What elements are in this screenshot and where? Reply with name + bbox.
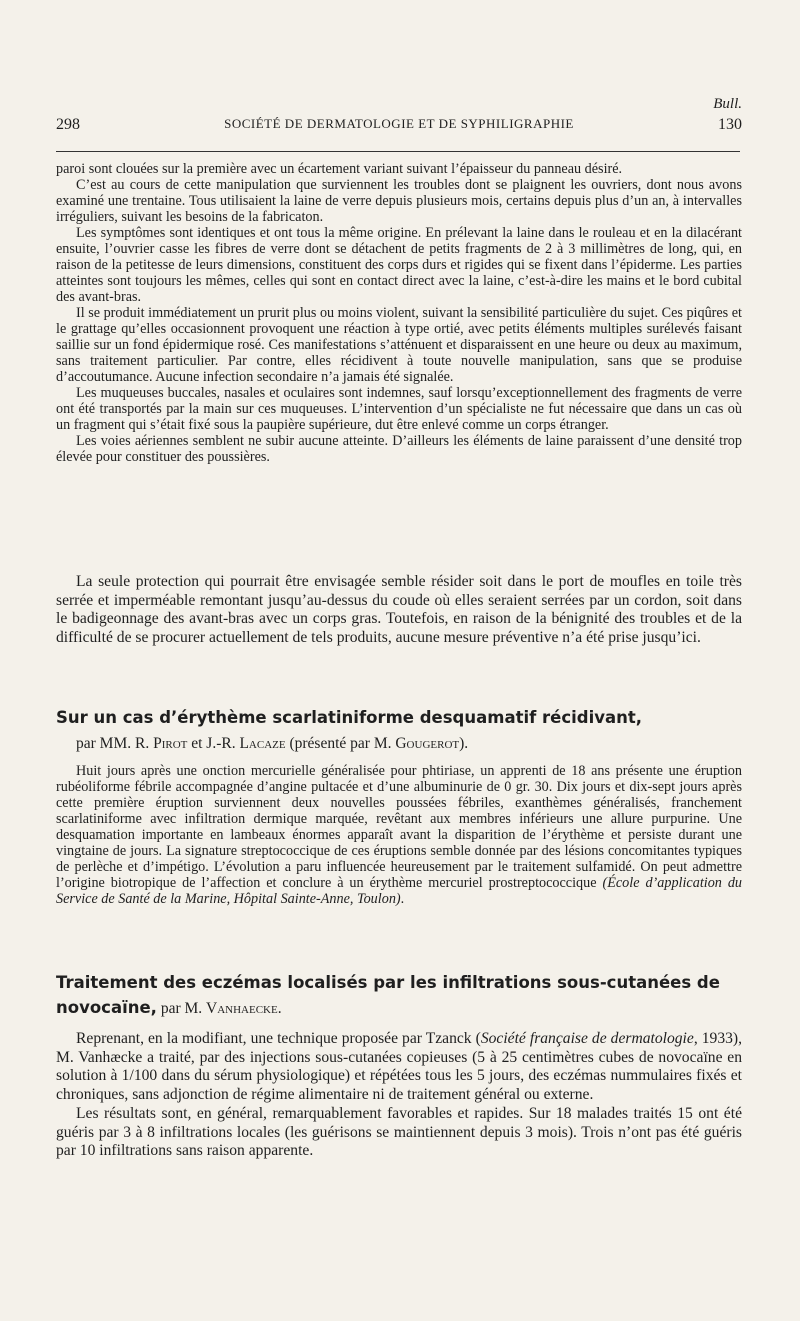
conclusion-paragraph: La seule protection qui pourrait être envisagée semble résider soit dans le port de moufles en toile très serrée et imperméable remontant jusqu’au-dessus du coude où elles seraient serrées par un cordon, soit dans le badigeonnage des avant-bras avec un corps gras. Toutefois, en raison de la bénignité des troubles et de la difficulté de se procurer actuellement de tels produits, aucune mesure préventive n’a été prise jusqu’ici. bbox=[56, 573, 742, 647]
header-rule bbox=[56, 151, 740, 152]
paragraph: Il se produit immédiatement un prurit plus ou moins violent, suivant la sensibilité particulière du sujet. Ces piqûres et le grattage qu’elles occasionnent provoquent une réaction à type ortié, avec petits éléments multiples surélevés faisant saillie sur un fond épidermique rosé. Ces manifestations s’atténuent et disparaissent en une heure ou deux au maximum, sans traitement particulier. Par contre, elles récidivent à toute nouvelle manipulation, sans que se produise d’accoutumance. Aucune infection secondaire n’a jamais été signalée. bbox=[56, 305, 742, 385]
author-name: Vanhaecke bbox=[206, 1000, 278, 1017]
running-header bbox=[56, 96, 742, 140]
reference-citation: Société française de dermatologie bbox=[480, 1030, 694, 1047]
page-number: 298 bbox=[56, 116, 80, 133]
journal-title: SOCIÉTÉ DE DERMATOLOGIE ET DE SYPHILIGRAPHIE bbox=[224, 116, 574, 131]
article-byline: par MM. R. Pirot et J.-R. Lacaze (présenté par M. Gougerot). bbox=[76, 735, 469, 752]
paragraph: Les symptômes sont identiques et ont tous la même origine. En prélevant la laine dans le rouleau et en la dilacérant ensuite, l’ouvrier casse les fibres de verre dont se détachent de petits fragments de 2 à 3 millimètres de long, qui, en raison de la petitesse de leurs dimensions, constituent des corps durs et rigides qui se fixent dans l’épiderme. Les parties atteintes sont toujours les mêmes, celles qui sont en contact direct avec la laine, c’est-à-dire les mains et le bord cubital des avant-bras. bbox=[56, 225, 742, 305]
paragraph: Les muqueuses buccales, nasales et oculaires sont indemnes, sauf lorsqu’exceptionnellement des fragments de verre ont été transportés par la main sur ces muqueuses. L’intervention d’un spécialiste ne fut nécessaire que dans un cas où un fragment qui s’était fixé sous la paupière supérieure, dut être enlevé comme un corps étranger. bbox=[56, 385, 742, 433]
source-citation: (École d’application du Service de Santé de la Marine, Hôpital Sainte-Anne, Toulon) bbox=[56, 875, 743, 907]
paragraph: C’est au cours de cette manipulation que surviennent les troubles dont se plaignent les ouvriers, dont nous avons examiné une trentaine. Tous utilisaient la laine de verre depuis plusieurs mois, certains depuis plus d’un an, à intervalles irréguliers, suivant les besoins de la fabricaton. bbox=[56, 177, 742, 225]
article-heading bbox=[56, 970, 746, 1021]
article-body bbox=[56, 1030, 742, 1161]
paragraph: Reprenant, en la modifiant, une technique proposée par Tzanck (Société française de dermatologie, 1933), M. Vanhæcke a traité, par des injections sous-cutanées copieuses (5 à 25 centimètres cubes de novocaïne en solution à 1/100 dans du sérum physiologique) et répétées tous les 5 jours, des eczémas nummulaires fixés et chroniques, sans adjonction de régime alimentaire ni de traitement général ou externe. bbox=[56, 1030, 743, 1104]
volume-number: 130 bbox=[718, 116, 742, 133]
article-heading bbox=[56, 705, 746, 756]
article-title: Sur un cas d’érythème scarlatiniforme desquamatif récidivant, bbox=[56, 708, 643, 727]
intro-text bbox=[56, 161, 742, 465]
paragraph: Les voies aériennes semblent ne subir aucune atteinte. D’ailleurs les éléments de laine paraissent d’une densité trop élevée pour constituer des poussières. bbox=[56, 433, 742, 465]
paragraph: paroi sont clouées sur la première avec un écartement variant suivant l’épaisseur du panneau désiré. bbox=[56, 161, 623, 177]
paragraph: Les résultats sont, en général, remarquablement favorables et rapides. Sur 18 malades traités 15 ont été guéris par 3 à 8 infiltrations locales (les guérisons se maintiennent depuis 3 mois). Trois n’ont pas été guéris par 10 infiltrations sans raison apparente. bbox=[56, 1104, 742, 1160]
bulletin-abbrev: Bull. bbox=[713, 96, 742, 112]
article-body: Huit jours après une onction mercurielle généralisée pour phtiriase, un apprenti de 18 ans présente une éruption rubéoliforme fébrile accompagnée d’angine pultacée et d’une albuminurie de 0 gr. 30. Dix jours et dix-sept jours après cette première éruption surviennent deux nouvelles poussées fébriles, exanthèmes généralisés, franchement scarlatiniforme avec infiltration dermique marquée, revêtant aux membres inférieurs une allure purpurine. Une desquamation importante en lambeaux énormes apparaît avant la disparition de l’érythème et persiste durant une vingtaine de jours. La signature streptococcique de ces éruptions semble donnée par des lésions concomitantes typiques de perlèche et d’impétigo. L’évolution a paru influencée heureusement par le traitement sulfamidé. On peut admettre l’origine biotropique de l’affection et conclure à un érythème mercuriel prostreptococcique (École d’application du Service de Santé de la Marine, Hôpital Sainte-Anne, Toulon). bbox=[56, 763, 743, 907]
article-byline: par M. Vanhaecke. bbox=[156, 1000, 282, 1017]
presenter-name: Gougerot bbox=[395, 735, 460, 752]
article-title: Traitement des eczémas localisés par les infiltrations sous-cutanées de novocaïne, bbox=[56, 973, 720, 1017]
author-name: Lacaze bbox=[239, 735, 286, 752]
author-name: Pirot bbox=[153, 735, 188, 752]
